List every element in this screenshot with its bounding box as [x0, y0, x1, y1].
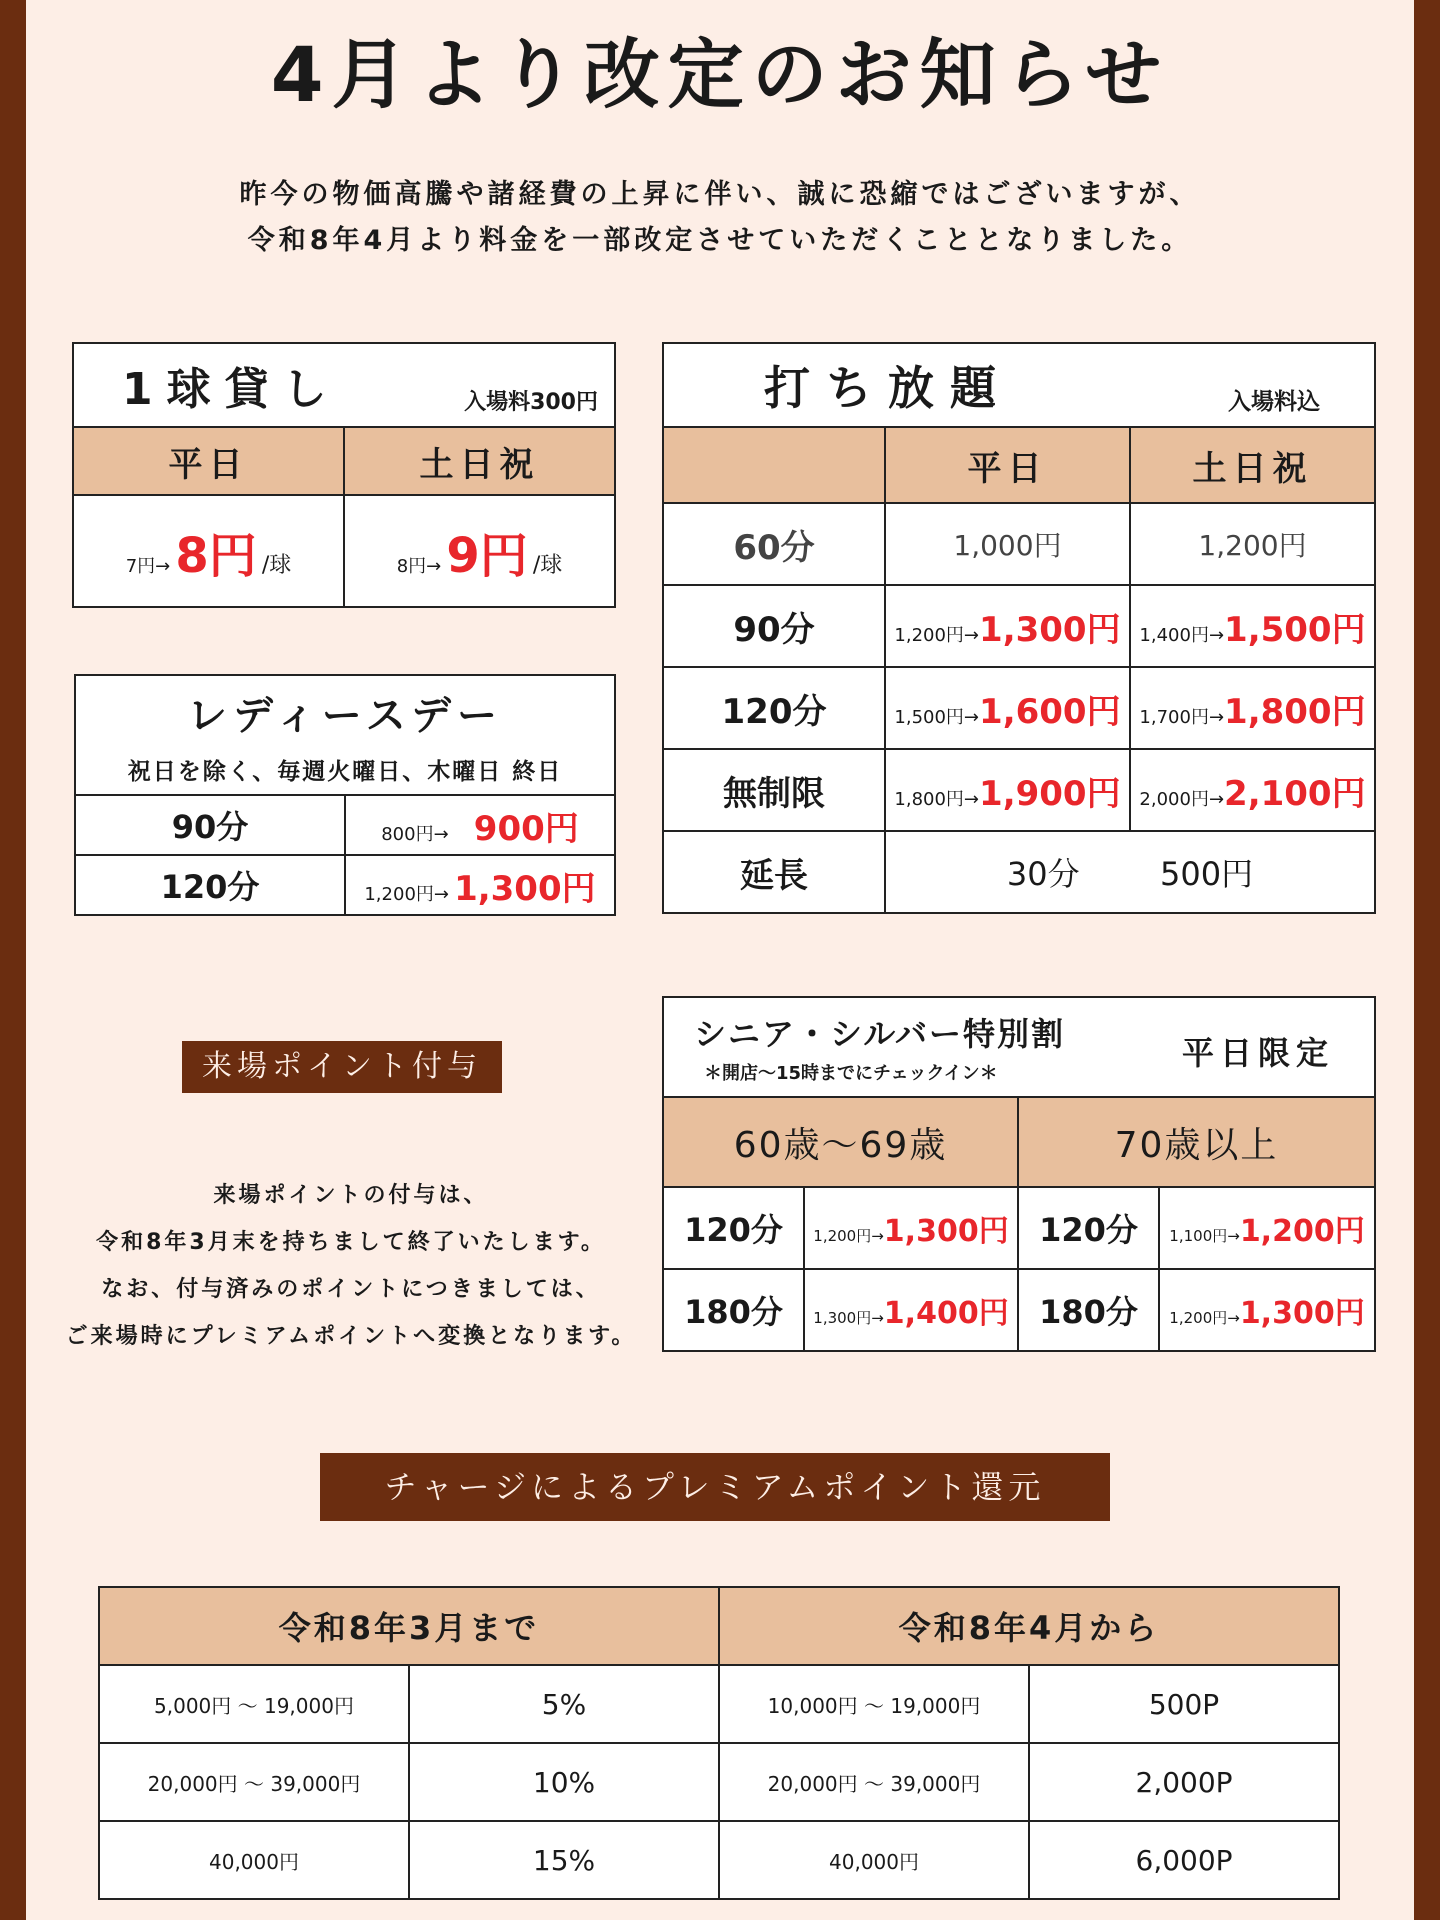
senior-group-60s: 60歳～69歳 — [663, 1097, 1018, 1187]
charge-after-points: 6,000P — [1029, 1821, 1339, 1899]
old-price: 1,500円→ — [894, 706, 980, 728]
new-price: 1,300円 — [979, 609, 1121, 650]
old-price: 2,000円→ — [1139, 788, 1225, 810]
charge-before-range: 20,000円 ～ 39,000円 — [99, 1743, 409, 1821]
charge-after-range: 20,000円 ～ 39,000円 — [719, 1743, 1029, 1821]
new-price: 2,100円 — [1224, 773, 1366, 814]
point-notice-line: 令和8年3月末を持ちまして終了いたします。 — [96, 1230, 606, 1255]
old-price: 8円→ — [396, 555, 442, 577]
unlimited-time: 無制限 — [663, 749, 885, 831]
unlimited-price-holiday — [1130, 667, 1375, 749]
new-price: 1,400円 — [883, 1296, 1009, 1331]
unlimited-title: 打ち放題 — [764, 361, 1012, 415]
old-price: 1,400円→ — [1139, 624, 1225, 646]
charge-before-rate: 15% — [409, 1821, 719, 1899]
senior-table — [662, 996, 1376, 1352]
senior-price — [804, 1269, 1018, 1351]
ball-rental-title: 1球貸し — [122, 364, 341, 415]
unlimited-price-weekday: 1,000円 — [885, 503, 1130, 585]
intro-line-1: 昨今の物価高騰や諸経費の上昇に伴い、誠に恐縮ではございますが、 — [239, 179, 1201, 210]
intro-text — [26, 172, 1414, 264]
extension-price-cell — [885, 831, 1375, 913]
unlimited-price-weekday — [885, 749, 1130, 831]
senior-time: 120分 — [663, 1187, 804, 1269]
unlimited-header-blank — [663, 427, 885, 503]
page-title: 4月より改定のお知らせ — [270, 30, 1170, 119]
ladies-day-time: 120分 — [75, 855, 345, 915]
extension-label: 延長 — [663, 831, 885, 913]
senior-title: シニア・シルバー特別割 — [694, 1015, 1065, 1053]
old-price: 1,200円→ — [364, 883, 449, 905]
new-price: 1,800円 — [1224, 691, 1366, 732]
price-unit: /球 — [532, 552, 563, 578]
unlimited-time: 120分 — [663, 667, 885, 749]
point-notice-line: ご来場時にプレミアムポイントへ変換となります。 — [65, 1324, 637, 1349]
charge-after-range: 10,000円 ～ 19,000円 — [719, 1665, 1029, 1743]
ladies-day-price — [345, 795, 615, 855]
unlimited-price-holiday: 1,200円 — [1130, 503, 1375, 585]
extension-price: 500円 — [1160, 855, 1254, 893]
ball-rental-price-holiday — [344, 495, 615, 607]
unlimited-price-holiday — [1130, 585, 1375, 667]
unlimited-table — [662, 342, 1376, 914]
senior-group-70plus: 70歳以上 — [1018, 1097, 1375, 1187]
unlimited-time: 90分 — [663, 585, 885, 667]
senior-price — [1159, 1269, 1375, 1351]
ladies-day-note: 祝日を除く、毎週火曜日、木曜日 終日 — [127, 759, 563, 785]
senior-title-cell — [663, 997, 1375, 1097]
old-price: 1,100円→ — [1169, 1227, 1240, 1245]
ball-rental-table — [72, 342, 616, 608]
intro-line-2: 令和8年4月より料金を一部改定させていただくこととなりました。 — [247, 225, 1193, 256]
senior-price — [804, 1187, 1018, 1269]
charge-after-points: 2,000P — [1029, 1743, 1339, 1821]
charge-table — [98, 1586, 1340, 1900]
ladies-day-table — [74, 674, 616, 916]
ball-rental-header-weekday: 平日 — [73, 427, 344, 495]
charge-after-points: 500P — [1029, 1665, 1339, 1743]
old-price: 1,300円→ — [813, 1309, 884, 1327]
senior-time: 120分 — [1018, 1187, 1159, 1269]
new-price: 1,200円 — [1239, 1214, 1365, 1249]
ladies-day-price — [345, 855, 615, 915]
charge-before-range: 5,000円 ～ 19,000円 — [99, 1665, 409, 1743]
ball-rental-title-cell — [73, 343, 615, 427]
old-price: 800円→ — [381, 823, 449, 845]
extension-time: 30分 — [1006, 855, 1080, 893]
charge-after-range: 40,000円 — [719, 1821, 1029, 1899]
point-notice-bar: 来場ポイント付与 — [182, 1041, 502, 1093]
old-price: 1,200円→ — [1169, 1309, 1240, 1327]
new-price: 1,900円 — [979, 773, 1121, 814]
ball-rental-price-weekday — [73, 495, 344, 607]
ladies-day-title-cell — [75, 675, 615, 795]
unlimited-header-weekday: 平日 — [885, 427, 1130, 503]
senior-time: 180分 — [1018, 1269, 1159, 1351]
ball-rental-header-holiday: 土日祝 — [344, 427, 615, 495]
old-price: 1,800円→ — [894, 788, 980, 810]
notice-page — [26, 0, 1414, 1920]
unlimited-price-weekday — [885, 585, 1130, 667]
unlimited-header-holiday: 土日祝 — [1130, 427, 1375, 503]
senior-subnote: ＊開店～15時までにチェックイン＊ — [704, 1063, 998, 1084]
point-notice-line: 来場ポイントの付与は、 — [213, 1183, 489, 1208]
charge-bar: チャージによるプレミアムポイント還元 — [320, 1453, 1110, 1521]
new-price: 1,300円 — [454, 868, 596, 909]
ball-rental-note: 入場料300円 — [464, 390, 598, 415]
charge-header-after: 令和8年4月から — [719, 1587, 1339, 1665]
senior-time: 180分 — [663, 1269, 804, 1351]
point-notice-text — [26, 1172, 676, 1360]
senior-price — [1159, 1187, 1375, 1269]
charge-before-rate: 5% — [409, 1665, 719, 1743]
old-price: 1,200円→ — [894, 624, 980, 646]
charge-before-rate: 10% — [409, 1743, 719, 1821]
new-price: 8円 — [175, 527, 257, 584]
price-unit: /球 — [261, 552, 292, 578]
point-notice-line: なお、付与済みのポイントにつきましては、 — [101, 1277, 601, 1302]
unlimited-price-holiday — [1130, 749, 1375, 831]
old-price: 1,200円→ — [813, 1227, 884, 1245]
new-price: 1,300円 — [883, 1214, 1009, 1249]
old-price: 7円→ — [125, 555, 171, 577]
new-price: 1,500円 — [1224, 609, 1366, 650]
new-price: 9円 — [446, 527, 528, 584]
unlimited-title-cell — [663, 343, 1375, 427]
senior-weekday-only: 平日限定 — [1182, 1034, 1335, 1072]
new-price: 900円 — [473, 808, 579, 849]
new-price: 1,600円 — [979, 691, 1121, 732]
ladies-day-time: 90分 — [75, 795, 345, 855]
unlimited-price-weekday — [885, 667, 1130, 749]
new-price: 1,300円 — [1239, 1296, 1365, 1331]
charge-before-range: 40,000円 — [99, 1821, 409, 1899]
ladies-day-title: レディースデー — [187, 693, 503, 739]
unlimited-time: 60分 — [663, 503, 885, 585]
charge-header-before: 令和8年3月まで — [99, 1587, 719, 1665]
old-price: 1,700円→ — [1139, 706, 1225, 728]
unlimited-note: 入場料込 — [1228, 389, 1321, 415]
